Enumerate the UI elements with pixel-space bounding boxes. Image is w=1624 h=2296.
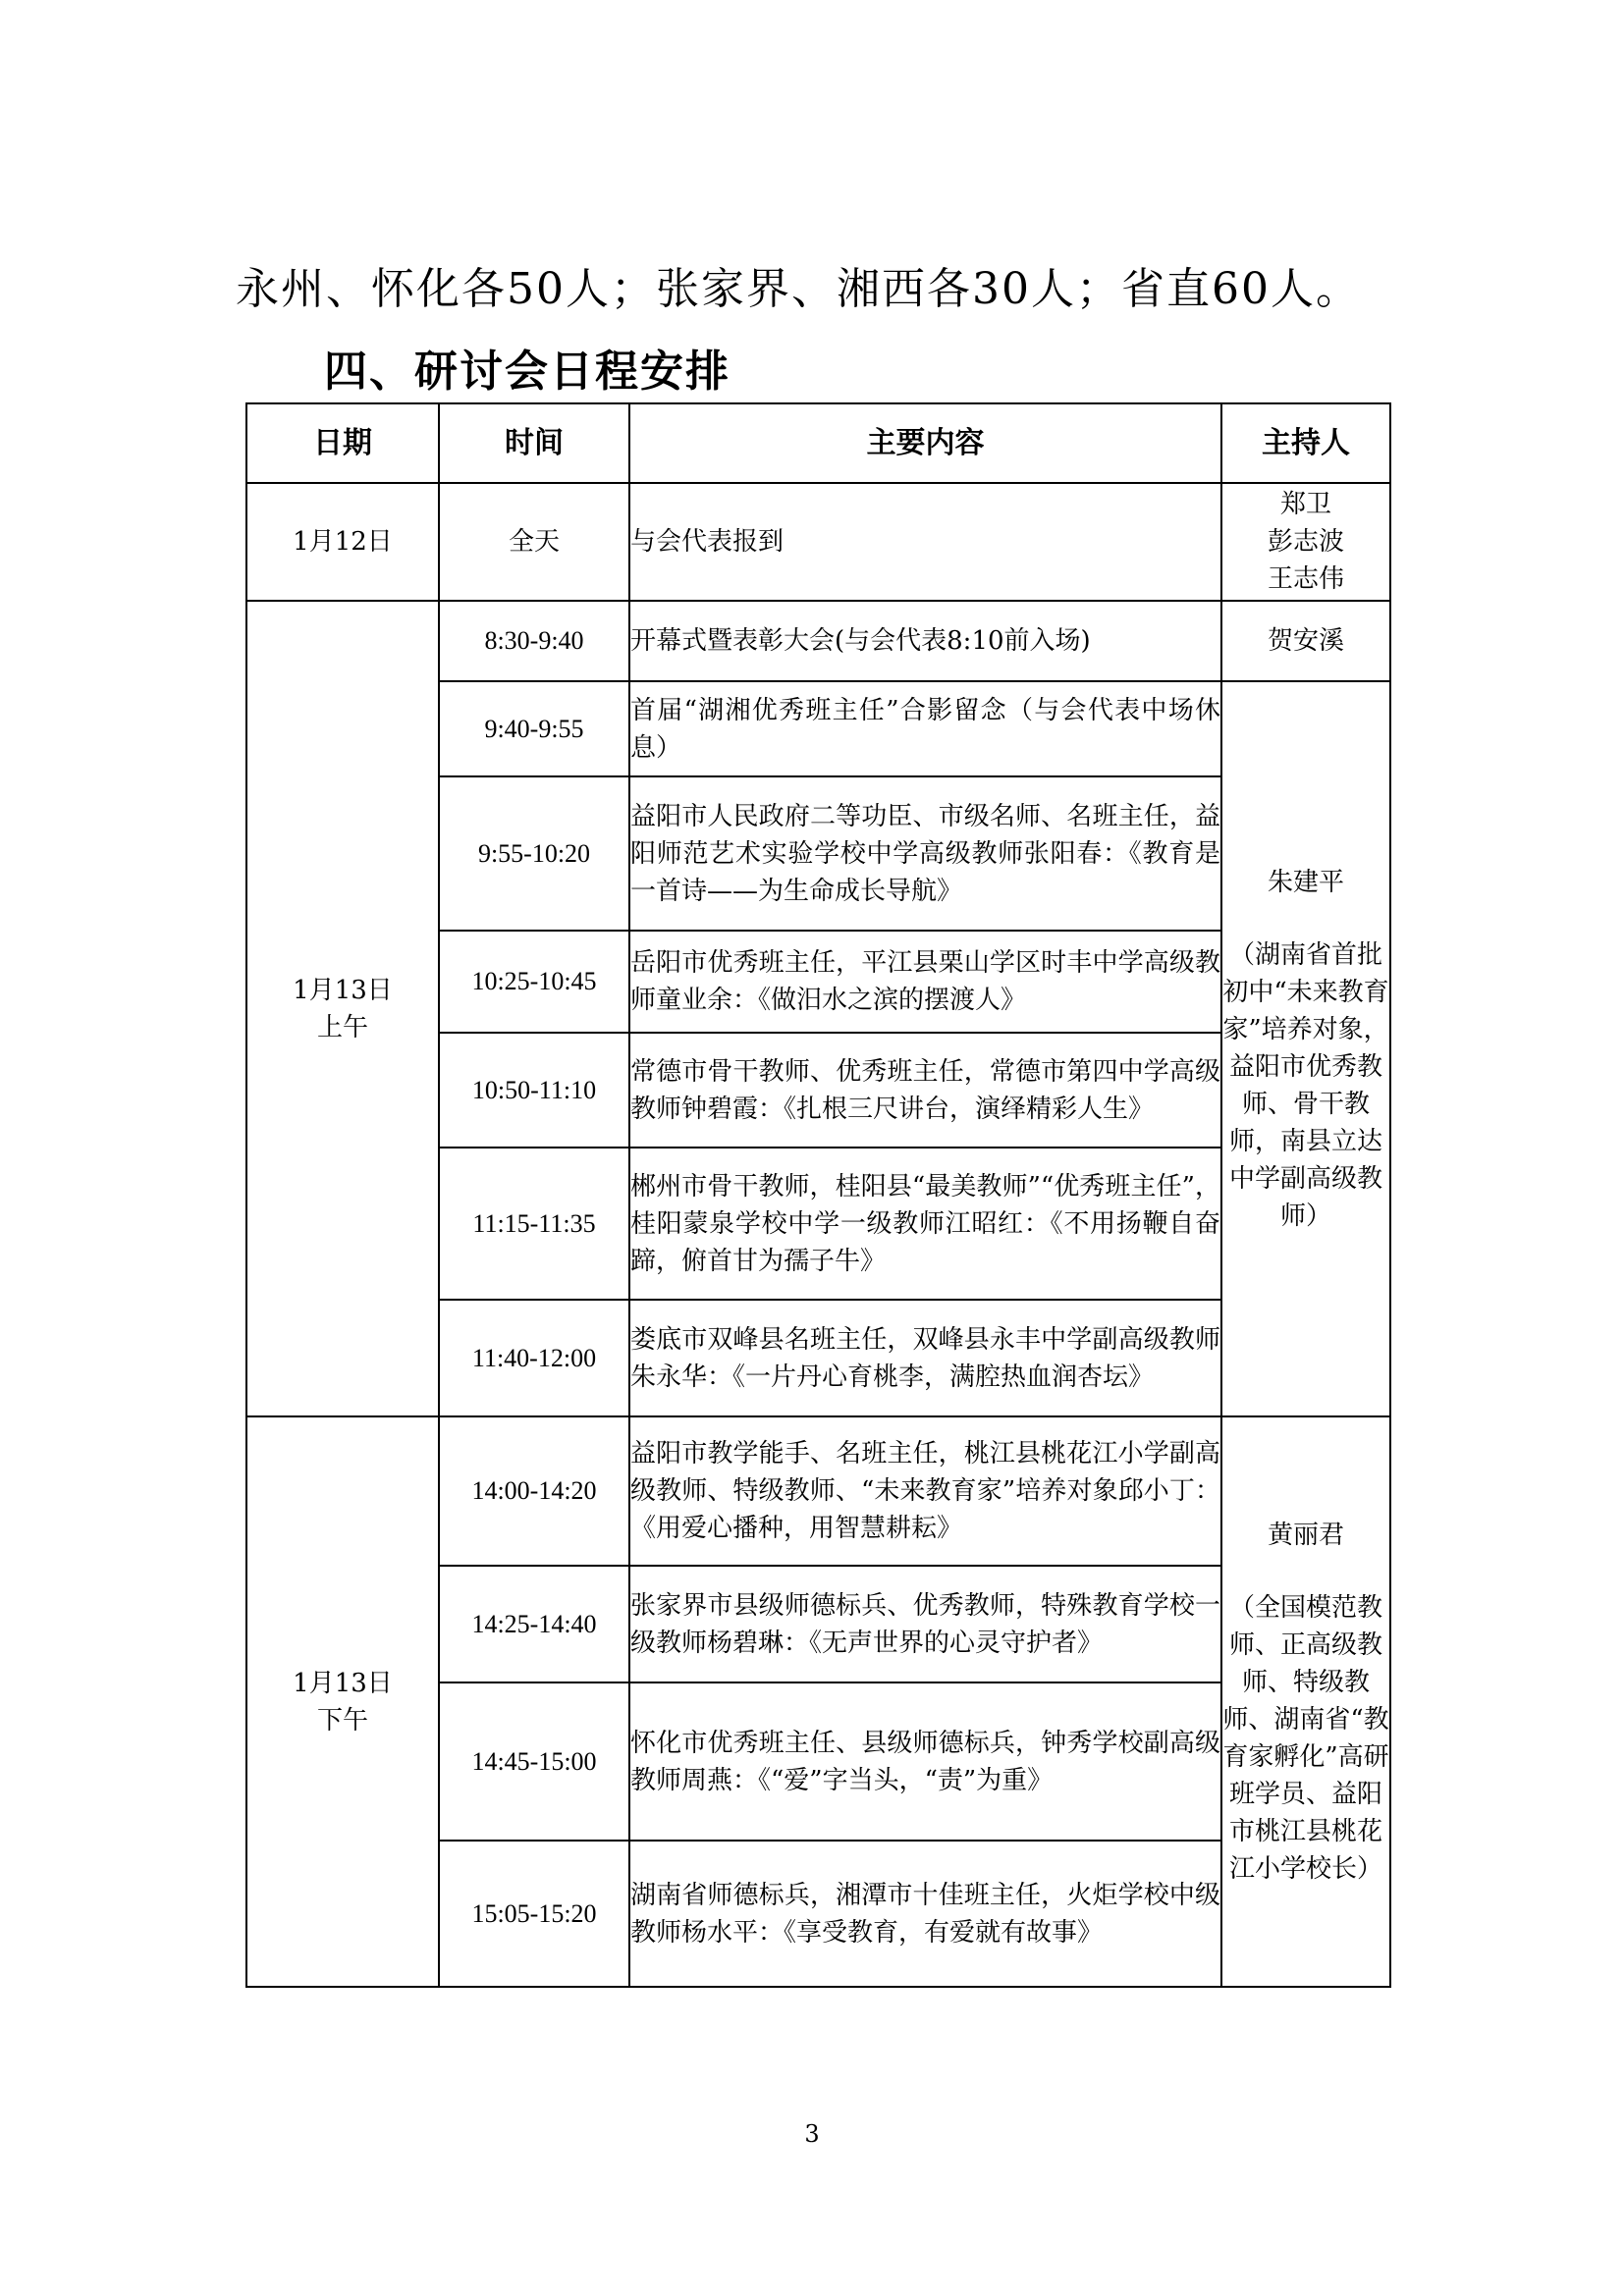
host-name: 彭志波 (1267, 527, 1344, 557)
page-number: 3 (804, 2120, 820, 2148)
time-cell: 8:30-9:40 (439, 601, 629, 681)
host-name: 黄丽君 (1267, 1520, 1344, 1550)
content-cell: 首届“湖湘优秀班主任”合影留念（与会代表中场休息） (629, 681, 1221, 776)
date-period: 下午 (316, 1705, 368, 1735)
time-cell: 14:00-14:20 (439, 1416, 629, 1566)
host-cell (1221, 483, 1390, 601)
time-cell: 14:25-14:40 (439, 1566, 629, 1682)
content-cell: 开幕式暨表彰大会(与会代表8:10前入场) (629, 601, 1221, 681)
time-cell: 11:40-12:00 (439, 1300, 629, 1416)
header-date: 日期 (246, 403, 439, 483)
time-cell: 10:25-10:45 (439, 931, 629, 1033)
date-cell-afternoon (246, 1416, 439, 1987)
header-time: 时间 (439, 403, 629, 483)
content-cell: 岳阳市优秀班主任，平江县栗山学区时丰中学高级教师童业余：《做汨水之滨的摆渡人》 (629, 931, 1221, 1033)
content-cell: 湖南省师德标兵，湘潭市十佳班主任，火炬学校中级教师杨水平：《享受教育，有爱就有故事》 (629, 1841, 1221, 1987)
content-cell: 娄底市双峰县名班主任，双峰县永丰中学副高级教师朱永华：《一片丹心育桃李，满腔热血润杏坛》 (629, 1300, 1221, 1416)
host-cell: 贺安溪 (1221, 601, 1390, 681)
content-cell: 益阳市教学能手、名班主任，桃江县桃花江小学副高级教师、特级教师、“未来教育家”培养对象邱小丁：《用爱心播种，用智慧耕耘》 (629, 1416, 1221, 1566)
section-heading: 四、研讨会日程安排 (324, 347, 731, 397)
date-text: 1月13日 (293, 1668, 393, 1698)
host-cell-afternoon (1221, 1416, 1390, 1987)
table-row (246, 1416, 1390, 1566)
time-cell: 全天 (439, 483, 629, 601)
date-period: 上午 (316, 1012, 368, 1042)
host-name: 郑卫 (1279, 490, 1331, 519)
time-cell: 9:40-9:55 (439, 681, 629, 776)
table-header-row (246, 403, 1390, 483)
date-cell-morning (246, 601, 439, 1416)
content-cell: 常德市骨干教师、优秀班主任，常德市第四中学高级教师钟碧霞：《扎根三尺讲台，演绎精彩人生》 (629, 1033, 1221, 1148)
table-row (246, 483, 1390, 601)
date-cell: 1月12日 (246, 483, 439, 601)
content-cell: 与会代表报到 (629, 483, 1221, 601)
time-cell: 9:55-10:20 (439, 776, 629, 931)
host-name: 王志伟 (1267, 564, 1344, 594)
time-cell: 15:05-15:20 (439, 1841, 629, 1987)
content-cell: 张家界市县级师德标兵、优秀教师，特殊教育学校一级教师杨碧琳：《无声世界的心灵守护者》 (629, 1566, 1221, 1682)
time-cell: 11:15-11:35 (439, 1148, 629, 1300)
time-cell: 14:45-15:00 (439, 1682, 629, 1841)
header-host: 主持人 (1221, 403, 1390, 483)
content-cell: 益阳市人民政府二等功臣、市级名师、名班主任，益阳师范艺术实验学校中学高级教师张阳春：《教育是一首诗——为生命成长导航》 (629, 776, 1221, 931)
host-description: （湖南省首批初中“未来教育家”培养对象，益阳市优秀教师、骨干教师，南县立达中学副高级教师） (1222, 939, 1389, 1231)
header-content: 主要内容 (629, 403, 1221, 483)
host-name: 朱建平 (1267, 867, 1344, 897)
time-cell: 10:50-11:10 (439, 1033, 629, 1148)
content-cell: 怀化市优秀班主任、县级师德标兵，钟秀学校副高级教师周燕：《“爱”字当头，“责”为重》 (629, 1682, 1221, 1841)
host-cell-morning (1221, 681, 1390, 1416)
schedule-table (245, 402, 1391, 1988)
content-cell: 郴州市骨干教师，桂阳县“最美教师”“优秀班主任”，桂阳蒙泉学校中学一级教师江昭红：《不用扬鞭自奋蹄，俯首甘为孺子牛》 (629, 1148, 1221, 1300)
host-description: （全国模范教师、正高级教师、特级教师、湖南省“教育家孵化”高研班学员、益阳市桃江县桃花江小学校长） (1222, 1592, 1389, 1884)
intro-line: 永州、怀化各50人；张家界、湘西各30人；省直60人。 (236, 264, 1361, 314)
table-row (246, 601, 1390, 681)
date-text: 1月13日 (293, 975, 393, 1005)
